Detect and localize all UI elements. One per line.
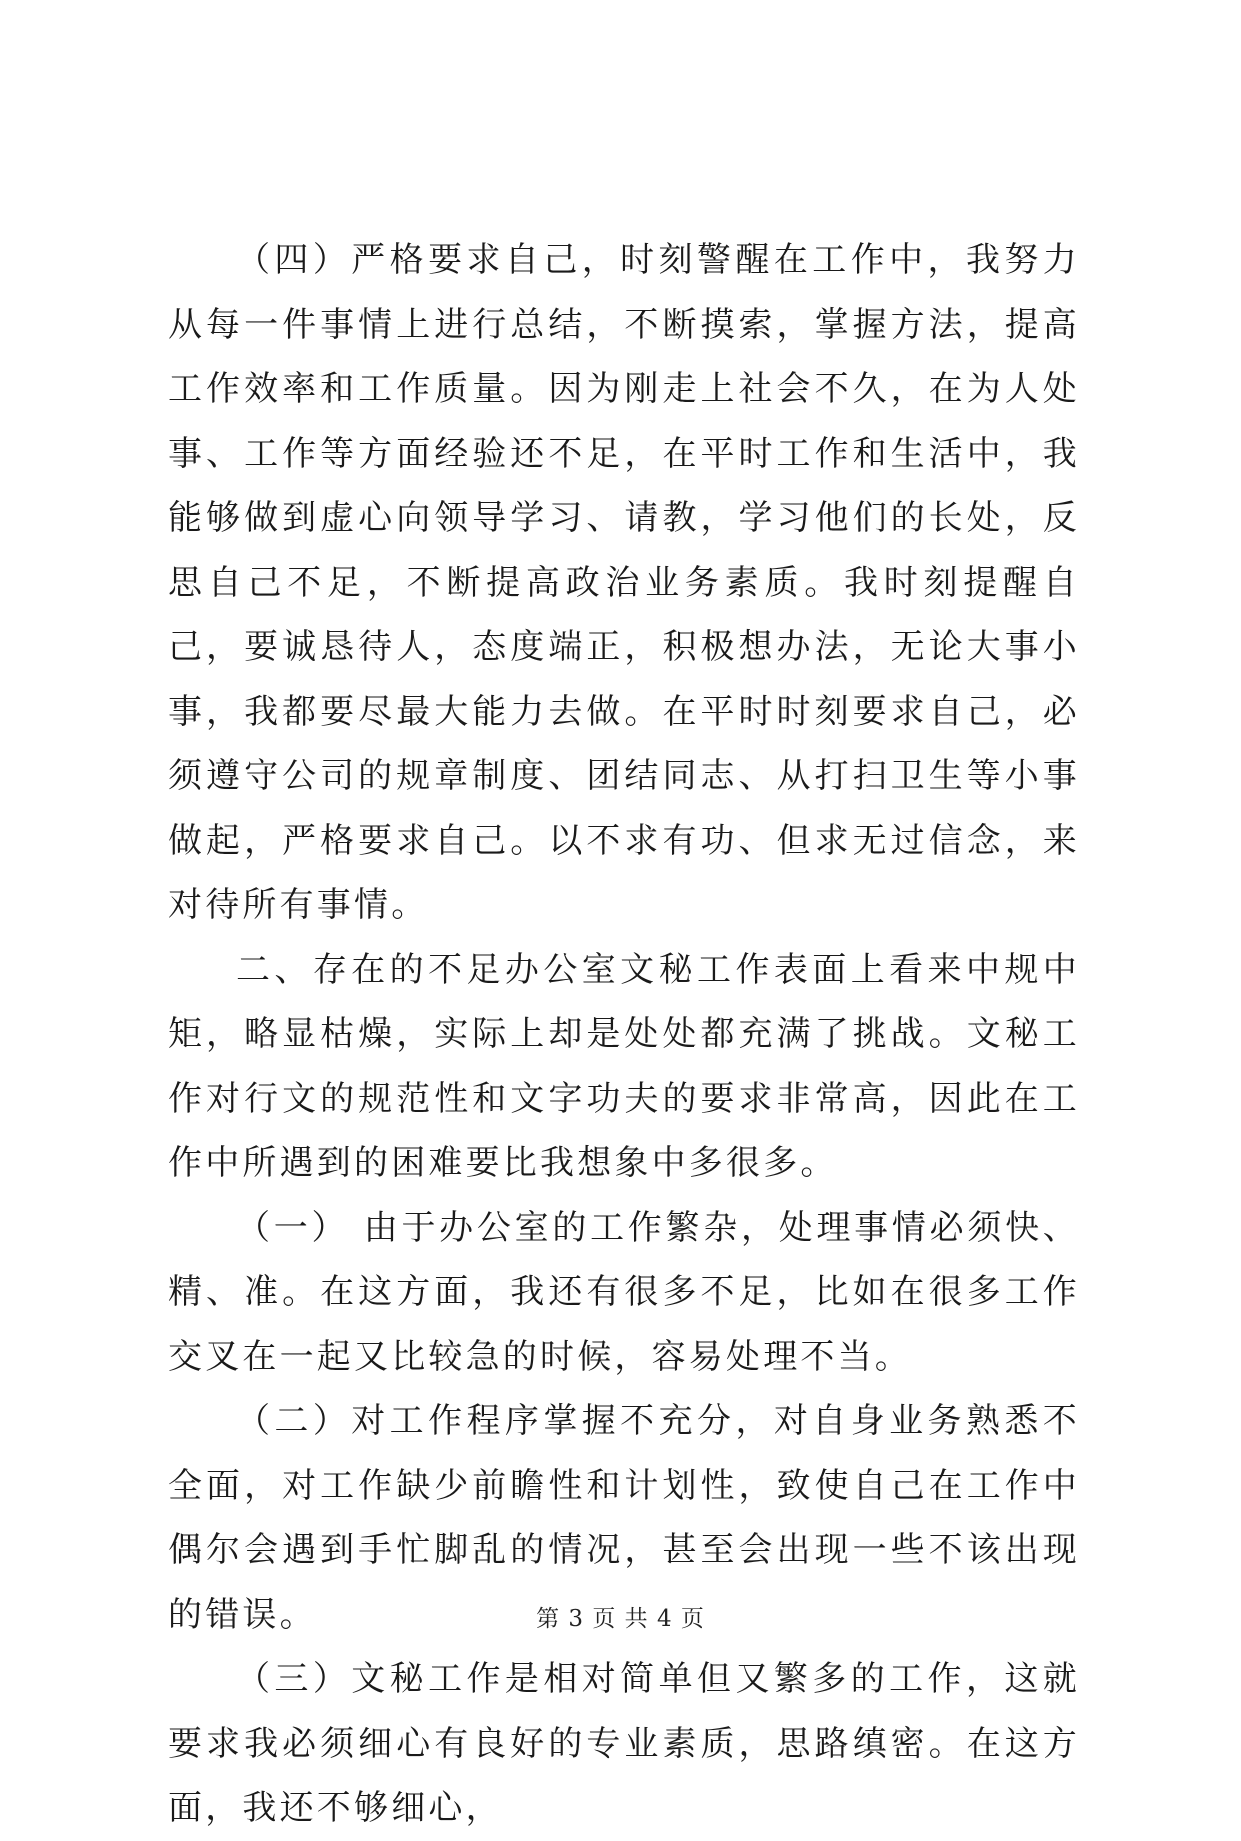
- paragraph-4-strict-requirements: （四）严格要求自己，时刻警醒在工作中，我努力从每一件事情上进行总结，不断摸索，掌握方法，提高工作效率和工作质量。因为刚走上社会不久，在为人处事、工作等方面经验还不足，在平时工作和生活中，我能够做到虚心向领导学习、请教，学习他们的长处，反思自己不足，不断提高政治业务素质。我时刻提醒自己，要诚恳待人，态度端正，积极想办法，无论大事小事，我都要尽最大能力去做。在平时时刻要求自己，必须遵守公司的规章制度、团结同志、从打扫卫生等小事做起，严格要求自己。以不求有功、但求无过信念，来对待所有事情。: [168, 240, 1080, 925]
- paragraph-shortcoming-1: （一） 由于办公室的工作繁杂，处理事情必须快、精、准。在这方面，我还有很多不足，比如在很多工作交叉在一起又比较急的时候，容易处理不当。: [168, 1207, 1080, 1377]
- paragraph-shortcomings-heading: 二、存在的不足办公室文秘工作表面上看来中规中矩，略显枯燥，实际上却是处处都充满了挑战。文秘工作对行文的规范性和文字功夫的要求非常高，因此在工作中所遇到的困难要比我想象中多很多。: [168, 949, 1080, 1183]
- paragraph-shortcoming-3: （三）文秘工作是相对简单但又繁多的工作，这就要求我必须细心有良好的专业素质，思路缜密。在这方面，我还不够细心，: [168, 1659, 1080, 1828]
- page-footer: 第 3 页 共 4 页: [536, 1606, 705, 1632]
- document-body: [168, 228, 1080, 1841]
- paragraph-shortcoming-2: （二）对工作程序掌握不充分，对自身业务熟悉不全面，对工作缺少前瞻性和计划性，致使自己在工作中偶尔会遇到手忙脚乱的情况，甚至会出现一些不该出现的错误。: [168, 1401, 1080, 1635]
